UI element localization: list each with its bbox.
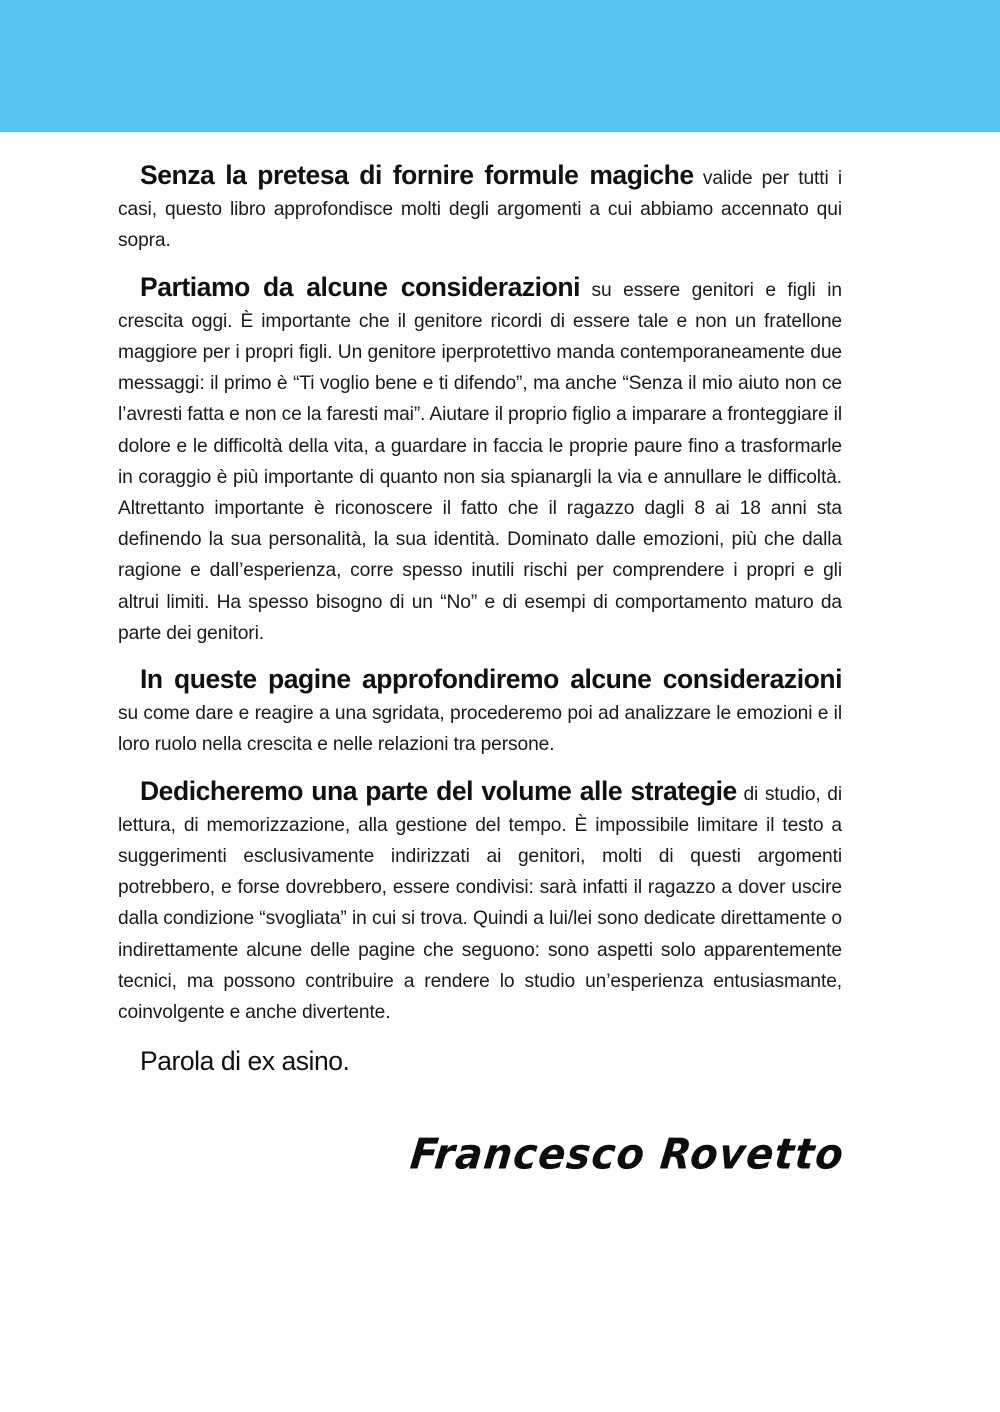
paragraph bbox=[118, 160, 842, 257]
closing-line: Parola di ex asino. bbox=[140, 1046, 350, 1077]
author-signature: Francesco Rovetto bbox=[408, 1130, 848, 1179]
signature-row bbox=[118, 1130, 848, 1179]
paragraph-body: su essere genitori e figli in crescita oggi. È importante che il genitore ricordi di essere tale e non un fratellone maggiore per i propri figli. Un genitore iperprotettivo manda contemporaneamente due messaggi: il primo è “Ti voglio bene e ti difendo”, ma anche “Senza il mio aiuto non ce l’avresti fatta e non ce la faresti mai”. Aiutare il proprio figlio a imparare a fronteggiare il dolore e le difficoltà della vita, a guardare in faccia le proprie paure fino a trasformarle in coraggio è più importante di quanto non sia spianargli la via e annullare le difficoltà. Altrettanto importante è riconoscere il fatto che il ragazzo dagli 8 ai 18 anni sta definendo la sua personalità, la sua identità. Dominato dalle emozioni, più che dalla ragione e dall’esperienza, corre spesso inutili rischi per comprendere i propri e gli altrui limiti. Ha spesso bisogno di un “No” e di esempi di comportamento maturo da parte dei genitori. bbox=[118, 279, 842, 644]
header-color-band bbox=[0, 0, 1000, 132]
paragraph-body: su come dare e reagire a una sgridata, procederemo poi ad analizzare le emozioni e il loro ruolo nella crescita e nelle relazioni tra persone. bbox=[118, 703, 842, 756]
paragraph-lead-in: Dedicheremo una parte del volume alle strategie bbox=[140, 775, 737, 806]
paragraph-lead-in: Senza la pretesa di fornire formule magiche bbox=[140, 160, 694, 190]
paragraph bbox=[118, 776, 842, 1029]
paragraph-lead-in: In queste pagine approfondiremo alcune considerazioni bbox=[140, 664, 842, 695]
paragraph bbox=[118, 664, 842, 761]
body-text-column bbox=[118, 160, 842, 1077]
paragraph-lead-in: Partiamo da alcune considerazioni bbox=[140, 271, 580, 302]
paragraph-body: valide per tutti i casi, questo libro approfondisce molti degli argomenti a cui abbiamo accennato qui sopra. bbox=[118, 168, 842, 252]
paragraph bbox=[118, 272, 842, 649]
paragraph-body: di studio, di lettura, di memorizzazione, alla gestione del tempo. È impossibile limitare il testo a suggerimenti esclusivamente indirizzati ai genitori, molti di questi argomenti potrebbero, e forse dovrebbero, essere condivisi: sarà infatti il ragazzo a dover uscire dalla condizione “svogliata” in cui si trova. Quindi a lui/lei sono dedicate direttamente o indirettamente alcune delle pagine che seguono: sono aspetti solo apparentemente tecnici, ma possono contribuire a rendere lo studio un’esperienza entusiasmante, coinvolgente e anche divertente. bbox=[118, 783, 842, 1024]
